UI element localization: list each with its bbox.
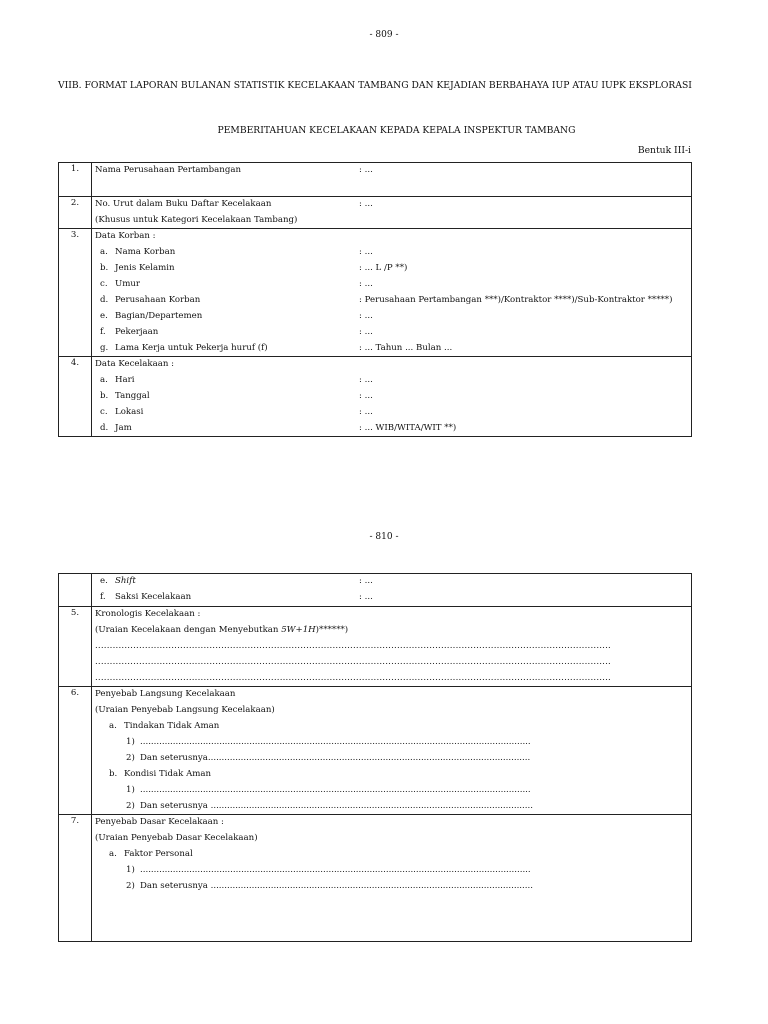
field-value: : ... xyxy=(359,199,373,209)
table-row-3 xyxy=(59,228,691,356)
list-item: d. Perusahaan Korban : Perusahaan Pertambangan ***)/Kontraktor ****)/Sub-Kontraktor *****) xyxy=(100,295,673,305)
list-item: a. Faktor Personal xyxy=(109,849,193,859)
list-item: b. Jenis Kelamin : ... L /P **) xyxy=(100,263,408,273)
accident-report-table xyxy=(58,162,692,437)
list-item: e. Bagian/Departemen : ... xyxy=(100,311,373,321)
section-label: Penyebab Langsung Kecelakaan xyxy=(95,689,236,699)
accident-report-table-continued xyxy=(58,573,692,942)
section-label: Penyebab Dasar Kecelakaan : xyxy=(95,817,224,827)
table-row-4 xyxy=(59,356,691,436)
table-row-2 xyxy=(59,196,691,228)
list-item: f. Saksi Kecelakaan : ... xyxy=(100,592,373,602)
list-item: c. Umur : ... xyxy=(100,279,373,289)
list-item: f. Pekerjaan : ... xyxy=(100,327,373,337)
fill-in-line: ................................................................................................................................................................................ xyxy=(95,641,611,651)
fill-in-line: ................................................................................................................................................................................ xyxy=(95,673,611,683)
table-row-5 xyxy=(59,606,691,686)
list-item: a. Tindakan Tidak Aman xyxy=(109,721,220,731)
list-item: 2) Dan seterusnya ...................................................................................................................... xyxy=(126,881,533,891)
section-label: Data Korban : xyxy=(95,231,156,241)
page-number: - 810 - xyxy=(369,532,399,542)
field-label: Nama Perusahaan Pertambangan xyxy=(95,165,241,175)
list-item: d. Jam : ... WIB/WITA/WIT **) xyxy=(100,423,457,433)
row-number: 5. xyxy=(70,608,80,618)
list-item: b. Tanggal : ... xyxy=(100,391,373,401)
list-item: a. Hari : ... xyxy=(100,375,373,385)
row-number: 7. xyxy=(70,816,80,826)
table-row-7 xyxy=(59,814,691,941)
list-item: 1) ............................................................................................................................................... xyxy=(126,865,531,875)
row-number: 1. xyxy=(70,164,80,174)
field-note: (Uraian Penyebab Langsung Kecelakaan) xyxy=(95,705,275,715)
fill-in-line: ................................................................................................................................................................................ xyxy=(95,657,611,667)
list-item: 2) Dan seterusnya ...................................................................................................................... xyxy=(126,801,533,811)
section-label: Kronologis Kecelakaan : xyxy=(95,609,201,619)
list-item: e. Shift : ... xyxy=(100,576,373,586)
document-heading: VIIB. FORMAT LAPORAN BULANAN STATISTIK KECELAKAAN TAMBANG DAN KEJADIAN BERBAHAYA IUP ATAU IUPK EKSPLORASI xyxy=(58,80,692,91)
field-note: (Uraian Kecelakaan dengan Menyebutkan 5W+1H)******) xyxy=(95,625,349,635)
table-row-continued xyxy=(59,574,691,606)
row-number: 6. xyxy=(70,688,80,698)
row-number: 4. xyxy=(70,358,80,368)
list-item: a. Nama Korban : ... xyxy=(100,247,373,257)
form-code: Bentuk III-i xyxy=(637,145,691,156)
list-item: 1) ............................................................................................................................................... xyxy=(126,785,531,795)
list-item: 1) ............................................................................................................................................... xyxy=(126,737,531,747)
list-item: c. Lokasi : ... xyxy=(100,407,373,417)
list-item: g. Lama Kerja untuk Pekerja huruf (f) : ... Tahun ... Bulan ... xyxy=(100,343,453,353)
field-note: (Khusus untuk Kategori Kecelakaan Tambang) xyxy=(95,215,298,225)
table-row-6 xyxy=(59,686,691,814)
row-number: 2. xyxy=(70,198,80,208)
list-item: 2) Dan seterusnya...................................................................................................................... xyxy=(126,753,531,763)
field-value: : ... xyxy=(359,165,373,175)
field-note: (Uraian Penyebab Dasar Kecelakaan) xyxy=(95,833,258,843)
section-label: Data Kecelakaan : xyxy=(95,359,174,369)
field-label: No. Urut dalam Buku Daftar Kecelakaan xyxy=(95,199,272,209)
table-row-1 xyxy=(59,163,691,196)
page-number: - 809 - xyxy=(369,30,399,40)
row-number: 3. xyxy=(70,230,80,240)
list-item: b. Kondisi Tidak Aman xyxy=(109,769,212,779)
form-title: PEMBERITAHUAN KECELAKAAN KEPADA KEPALA INSPEKTUR TAMBANG xyxy=(217,125,576,136)
